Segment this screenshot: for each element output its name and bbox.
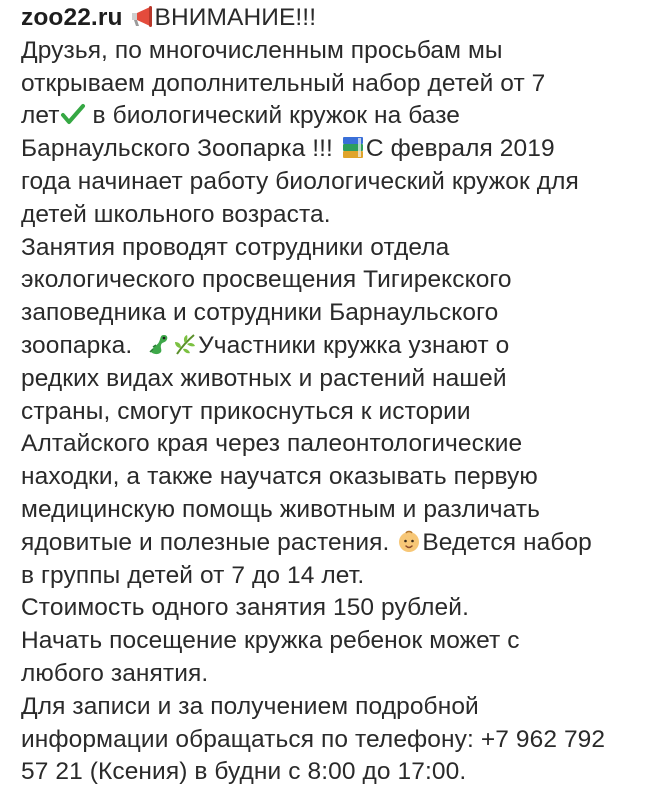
username-link[interactable]: zoo22.ru xyxy=(21,4,123,31)
caption-text: Участники кружка узнают о xyxy=(198,331,510,359)
caption-text: года начинает работу биологический кружок для xyxy=(21,167,579,195)
caption-text: Друзья, по многочисленным просьбам мы xyxy=(21,36,503,64)
caption-text: С февраля 2019 xyxy=(365,135,555,163)
caption-text: Занятия проводят сотрудники отдела xyxy=(21,233,450,261)
herb-icon xyxy=(172,331,198,357)
baby-face-icon xyxy=(396,528,422,554)
caption-text: открываем дополнительный набор детей от 7 xyxy=(21,69,546,97)
caption-text: страны, смогут прикоснуться к истории xyxy=(21,397,471,425)
caption-text: ядовитые и полезные растения. xyxy=(21,528,397,556)
caption-text: находки, а также научатся оказывать первую xyxy=(21,463,538,491)
caption-line xyxy=(21,494,646,527)
caption-line xyxy=(21,527,646,560)
caption-text: в группы детей от 7 до 14 лет. xyxy=(21,561,365,589)
caption-text: редких видах животных и растений нашей xyxy=(21,364,507,392)
caption-text: информации обращаться по телефону: +7 962 792 xyxy=(21,725,606,753)
caption-line xyxy=(21,658,646,691)
megaphone-icon xyxy=(129,3,155,29)
caption-line xyxy=(21,199,646,232)
caption-line xyxy=(21,100,646,133)
caption-text: ВНИМАНИЕ!!! xyxy=(154,4,317,31)
caption-line xyxy=(21,560,646,593)
caption-text: детей школьного возраста. xyxy=(21,200,331,228)
caption-line xyxy=(21,232,646,265)
caption-line xyxy=(21,428,646,461)
caption-text: лет xyxy=(21,102,60,130)
caption-text: экологического просвещения Тигирекского xyxy=(21,266,512,294)
caption-line xyxy=(21,35,646,68)
check-mark-icon xyxy=(60,101,86,127)
caption-line xyxy=(21,691,646,724)
caption-text: Барнаульского Зоопарка !!! xyxy=(21,135,340,163)
caption-text: заповедника и сотрудники Барнаульского xyxy=(21,299,499,327)
caption-line xyxy=(21,297,646,330)
caption-line xyxy=(21,166,646,199)
caption-text: Для записи и за получением подробной xyxy=(21,692,479,720)
caption-text: Алтайского края через палеонтологические xyxy=(21,430,523,458)
caption-text: Начать посещение кружка ребенок может с xyxy=(21,627,520,655)
caption-text: Ведется набор xyxy=(422,528,592,556)
caption-line xyxy=(21,330,646,363)
post-caption xyxy=(21,2,646,789)
caption-line xyxy=(21,68,646,101)
dragon-icon xyxy=(146,331,172,357)
caption-line xyxy=(21,2,646,35)
caption-line xyxy=(21,363,646,396)
caption-line xyxy=(21,461,646,494)
caption-line xyxy=(21,133,646,166)
caption-line xyxy=(21,396,646,429)
caption-line xyxy=(21,592,646,625)
caption-text: Стоимость одного занятия 150 рублей. xyxy=(21,594,469,622)
books-icon xyxy=(340,134,366,160)
caption-text: зоопарка. xyxy=(21,331,147,359)
caption-text: 57 21 (Ксения) в будни с 8:00 до 17:00. xyxy=(21,758,467,786)
caption-line xyxy=(21,724,646,757)
caption-text: в биологический кружок на базе xyxy=(85,102,461,130)
caption-line xyxy=(21,756,646,789)
caption-line xyxy=(21,264,646,297)
caption-text: медицинскую помощь животным и различать xyxy=(21,495,540,523)
caption-line xyxy=(21,625,646,658)
caption-text: любого занятия. xyxy=(21,659,209,687)
